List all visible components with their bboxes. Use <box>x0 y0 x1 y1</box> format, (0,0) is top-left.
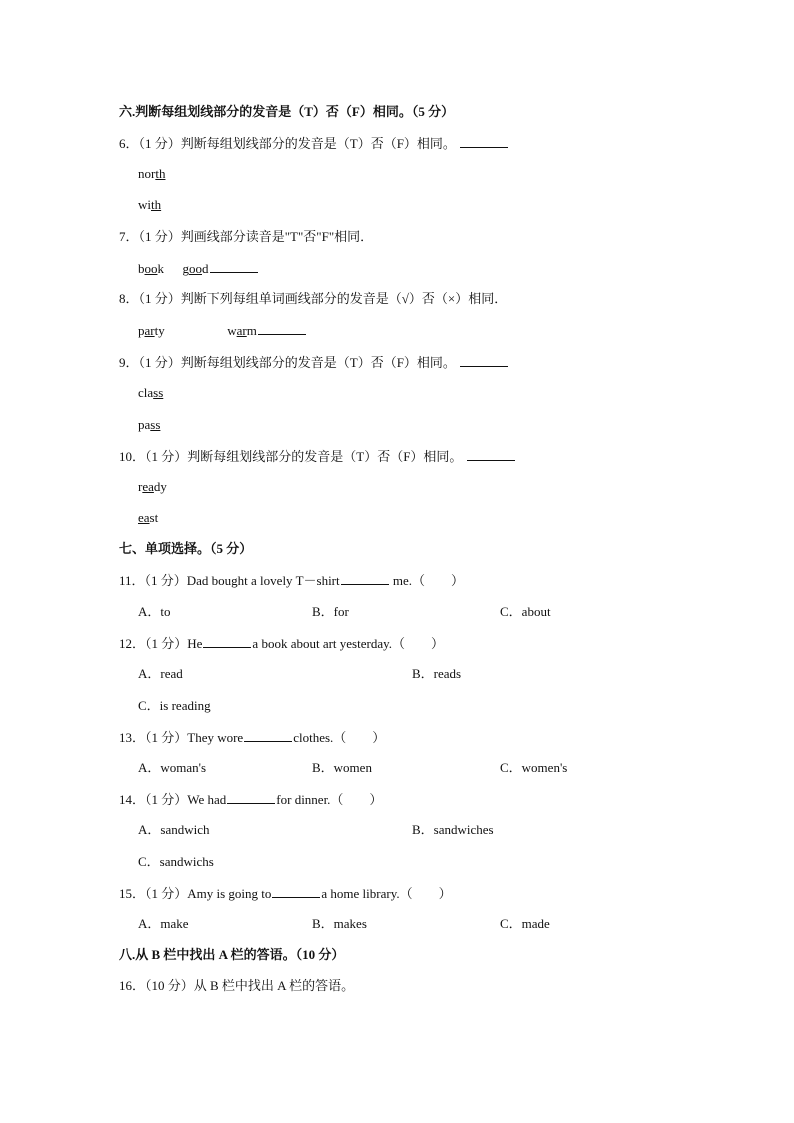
answer-blank[interactable] <box>272 884 320 898</box>
answer-blank[interactable] <box>203 634 251 648</box>
answer-blank[interactable] <box>460 353 508 367</box>
question-10-stem: 10．（1 分）判断每组划线部分的发音是（T）否（F）相同。 <box>119 449 463 464</box>
question-9 <box>119 353 509 372</box>
option-a[interactable]: A．woman's <box>138 760 207 775</box>
question-9-stem: 9．（1 分）判断每组划线部分的发音是（T）否（F）相同。 <box>119 355 456 370</box>
option-c[interactable]: C．is reading <box>138 698 211 713</box>
question-15: 15．（1 分）Amy is going to a home library.（ ） <box>119 886 452 901</box>
option-c[interactable]: C．made <box>500 916 550 931</box>
question-16-stem: 16．（10 分）从 B 栏中找出 A 栏的答语。 <box>119 978 355 993</box>
option-c[interactable]: C．sandwichs <box>138 854 214 869</box>
q7-words <box>138 259 259 278</box>
option-b[interactable]: B．women <box>312 760 372 775</box>
q8-word-2: warm <box>227 323 257 338</box>
question-6 <box>119 134 509 153</box>
option-c[interactable]: C．women's <box>500 760 568 775</box>
q6-word-1: north <box>138 166 166 181</box>
option-a[interactable]: A．read <box>138 666 183 681</box>
question-6-stem: 6．（1 分）判断每组划线部分的发音是（T）否（F）相同。 <box>119 136 456 151</box>
section-eight-heading: 八.从 B 栏中找出 A 栏的答语。（10 分） <box>119 947 345 962</box>
q10-word-1: ready <box>138 479 167 494</box>
answer-blank[interactable] <box>258 321 306 335</box>
option-a[interactable]: A．to <box>138 604 171 619</box>
q8-word-1: party <box>138 323 165 338</box>
answer-blank[interactable] <box>467 447 515 461</box>
q9-word-1: class <box>138 385 164 400</box>
question-10 <box>119 447 516 466</box>
question-14: 14．（1 分）We had for dinner.（ ） <box>119 792 383 807</box>
q7-word-1: book <box>138 261 164 276</box>
q8-words <box>138 321 307 340</box>
answer-blank[interactable] <box>244 728 292 742</box>
answer-blank[interactable] <box>341 571 389 585</box>
question-12: 12．（1 分）He a book about art yesterday.（ ） <box>119 636 445 651</box>
option-b[interactable]: B．sandwiches <box>412 822 494 837</box>
q9-word-2: pass <box>138 417 161 432</box>
q10-word-2: east <box>138 510 159 525</box>
option-a[interactable]: A．sandwich <box>138 822 210 837</box>
question-7-stem: 7．（1 分）判画线部分读音是"T"否"F"相同． <box>119 229 374 244</box>
question-11: 11．（1 分）Dad bought a lovely T－shirt me.（ ） <box>119 573 465 588</box>
option-a[interactable]: A．make <box>138 916 189 931</box>
option-b[interactable]: B．reads <box>412 666 462 681</box>
answer-blank[interactable] <box>227 790 275 804</box>
option-b[interactable]: B．makes <box>312 916 367 931</box>
question-13: 13．（1 分）They wore clothes.（ ） <box>119 730 386 745</box>
section-seven-heading: 七、单项选择。（5 分） <box>119 541 253 556</box>
q6-word-2: with <box>138 197 162 212</box>
option-b[interactable]: B．for <box>312 604 349 619</box>
answer-blank[interactable] <box>460 134 508 148</box>
section-six-heading: 六.判断每组划线部分的发音是（T）否（F）相同。（5 分） <box>119 104 455 119</box>
question-8-stem: 8．（1 分）判断下列每组单词画线部分的发音是（√）否（×）相同． <box>119 291 508 306</box>
option-c[interactable]: C．about <box>500 604 551 619</box>
q7-word-2: good <box>182 261 209 276</box>
answer-blank[interactable] <box>210 259 258 273</box>
